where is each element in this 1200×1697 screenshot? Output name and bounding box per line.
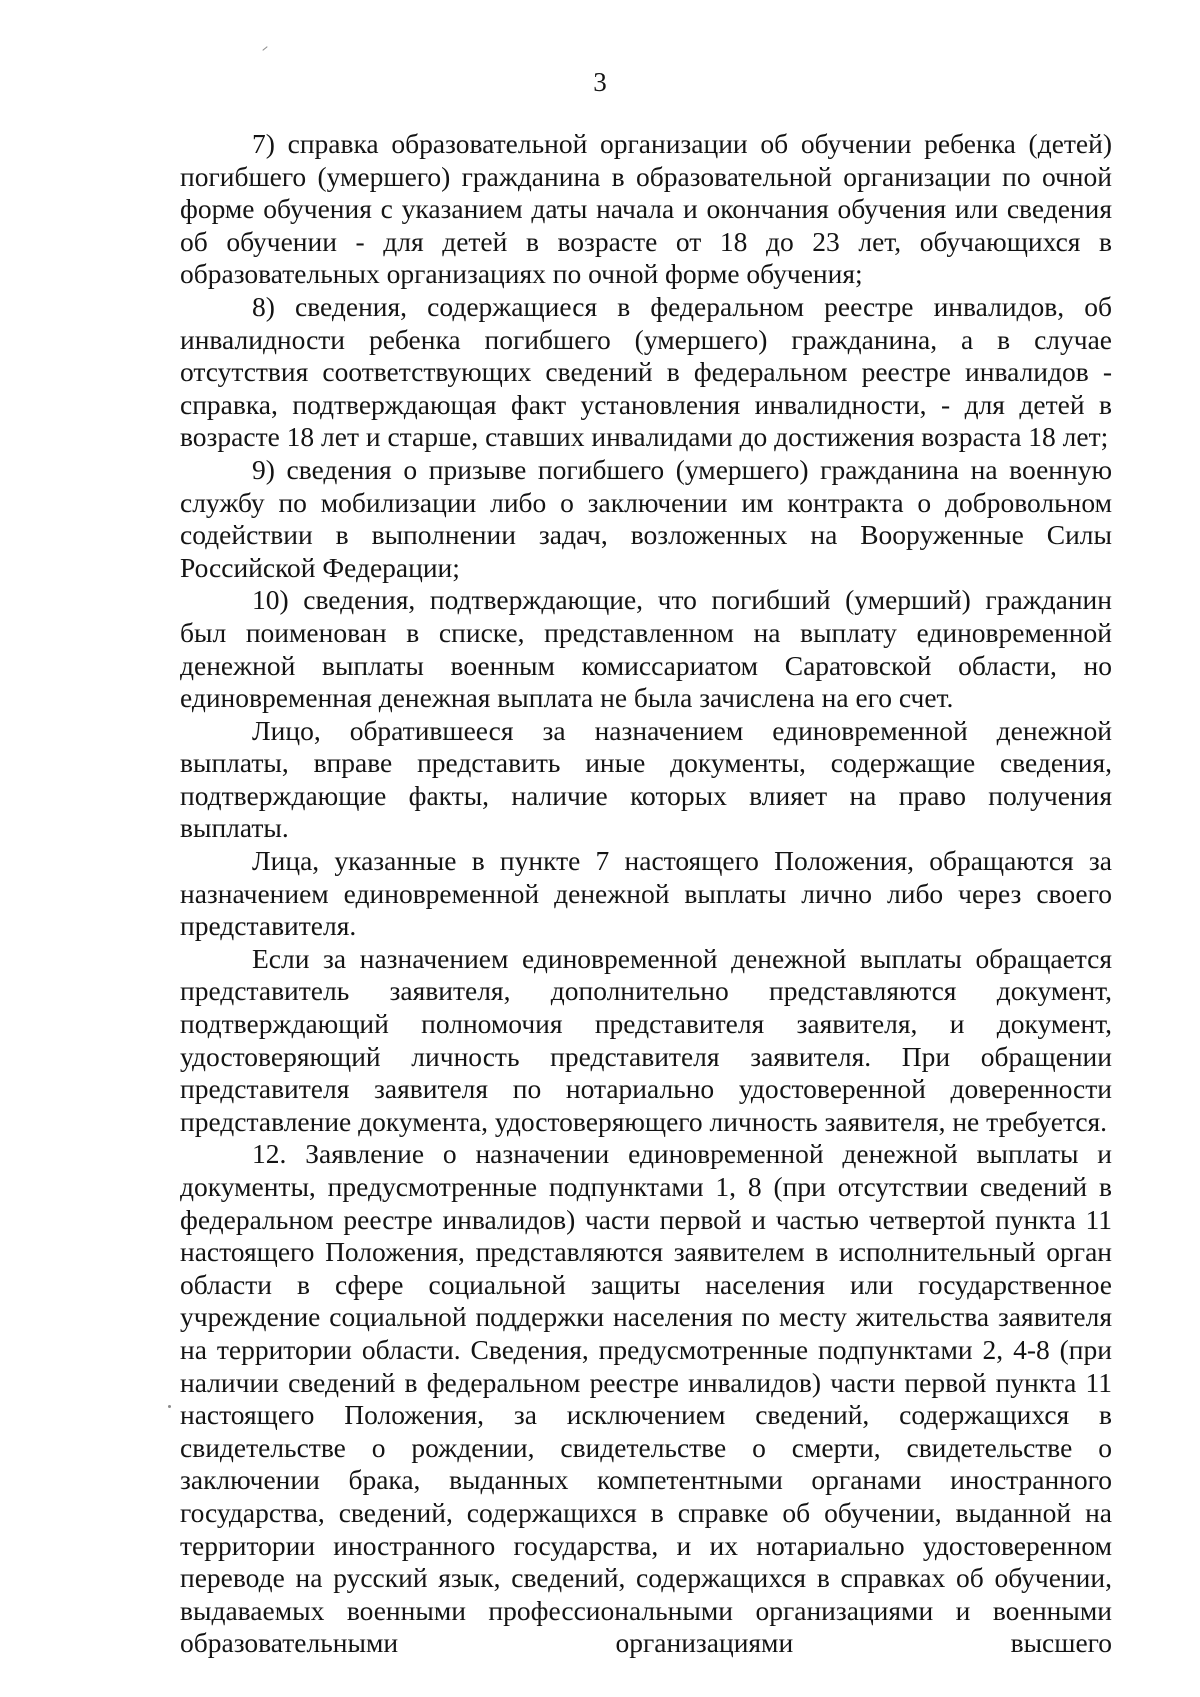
paragraph-other-documents: Лицо, обратившееся за назначением единовременной денежной выплаты, вправе представить иные документы, содержащие сведения, подтверждающие факты, наличие которых влияет на право получения выплаты.: [180, 714, 1112, 844]
document-body: [180, 128, 1112, 1660]
page-number: 3: [593, 67, 607, 97]
paragraph-item-7: 7) справка образовательной организации об обучении ребенка (детей) погибшего (умершего) гражданина в образовательной организации по очной форме обучения с указанием даты начала и окончания обучения или сведения об обучении - для детей в возрасте от 18 до 23 лет, обучающихся в образовательных организациях по очной форме обучения;: [180, 128, 1112, 290]
scan-artifact: [168, 1405, 171, 1408]
scan-artifact: [262, 46, 267, 51]
paragraph-applicants: Лица, указанные в пункте 7 настоящего Положения, обращаются за назначением единовременной денежной выплаты лично либо через своего представителя.: [180, 845, 1112, 942]
paragraph-item-8: 8) сведения, содержащиеся в федеральном реестре инвалидов, об инвалидности ребенка погибшего (умершего) гражданина, а в случае отсутствия соответствующих сведений в федеральном реестре инвалидов - справка, подтверждающая факт установления инвалидности, - для детей в возрасте 18 лет и старше, ставших инвалидами до достижения возраста 18 лет;: [180, 290, 1112, 453]
paragraph-clause-12: 12. Заявление о назначении единовременной денежной выплаты и документы, предусмотренные подпунктами 1, 8 (при отсутствии сведений в федеральном реестре инвалидов) части первой и частью четвертой пункта 11 настоящего Положения, представляются заявителем в исполнительный орган области в сфере социальной защиты населения или государственное учреждение социальной поддержки населения по месту жительства заявителя на территории области. Сведения, предусмотренные подпунктами 2, 4-8 (при наличии сведений в федеральном реестре инвалидов) части первой пункта 11 настоящего Положения, за исключением сведений, содержащихся в свидетельстве о рождении, свидетельстве о смерти, свидетельстве о заключении брака, выданных компетентными органами иностранного государства, сведений, содержащихся в справке об обучении, выданной на территории иностранного государства, и их нотариально удостоверенном переводе на русский язык, сведений, содержащихся в справках об обучении, выдаваемых военными профессиональными организациями и военными образовательными организациями высшего: [180, 1138, 1112, 1659]
paragraph-item-10: 10) сведения, подтверждающие, что погибший (умерший) гражданин был поименован в списке, представленном на выплату единовременной денежной выплаты военным комиссариатом Саратовской области, но единовременная денежная выплата не была зачислена на его счет.: [180, 584, 1112, 714]
paragraph-representative: Если за назначением единовременной денежной выплаты обращается представитель заявителя, дополнительно представляются документ, подтверждающий полномочия представителя заявителя, и документ, удостоверяющий личность представителя заявителя. При обращении представителя заявителя по нотариально удостоверенной доверенности представление документа, удостоверяющего личность заявителя, не требуется.: [180, 942, 1112, 1137]
paragraph-item-9: 9) сведения о призыве погибшего (умершего) гражданина на военную службу по мобилизации либо о заключении им контракта о добровольном содействии в выполнении задач, возложенных на Вооруженные Силы Российской Федерации;: [180, 453, 1112, 583]
